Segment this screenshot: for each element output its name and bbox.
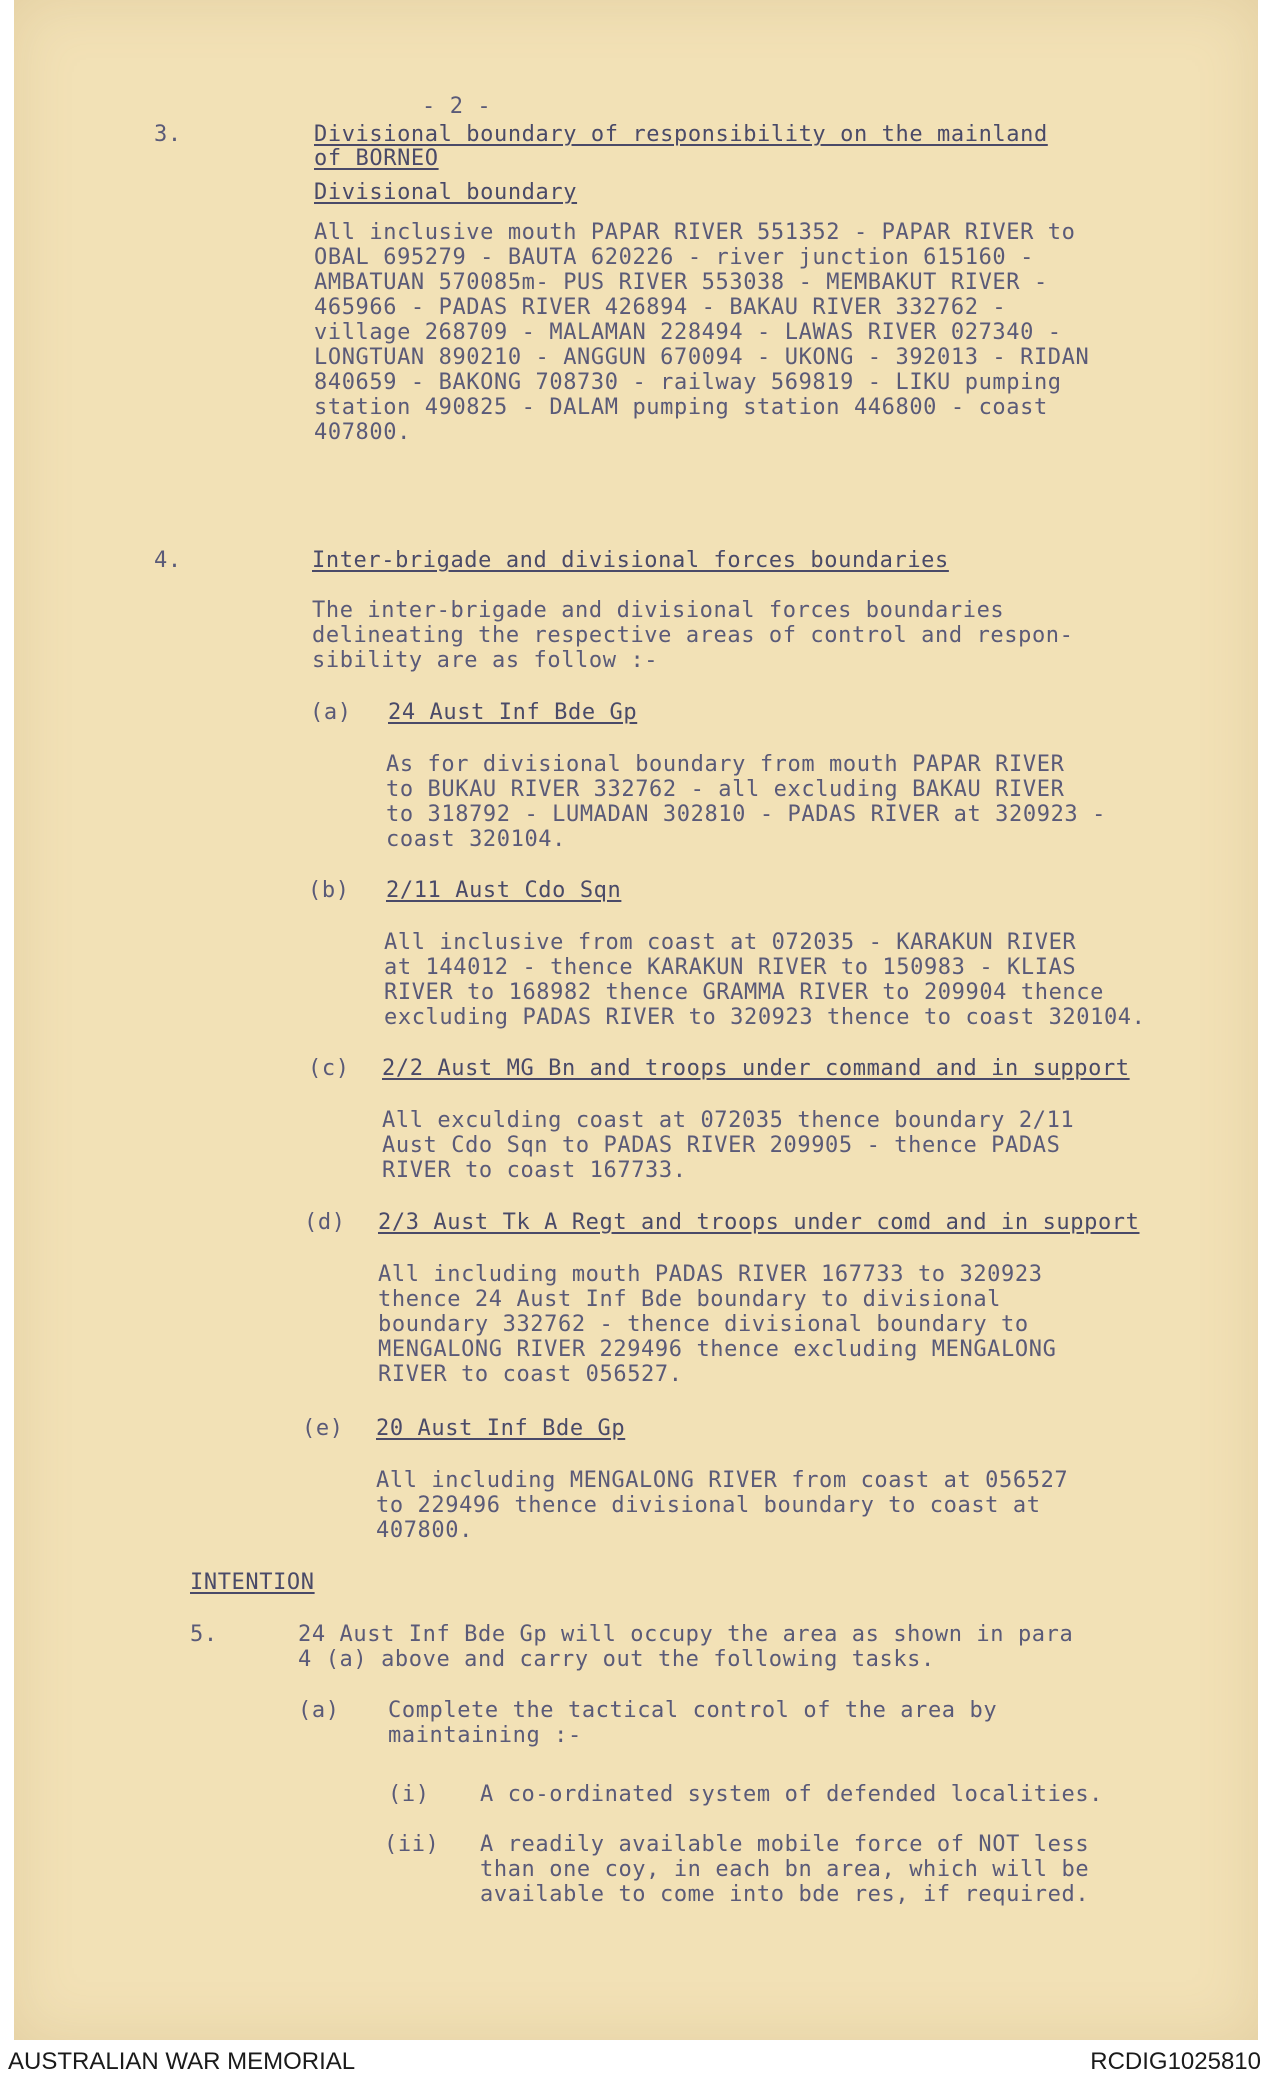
s5-ii-line: A readily available mobile force of NOT less [480,1832,1090,1857]
section-3-number: 3. [154,122,182,147]
s5-a-line: maintaining :- [388,1723,582,1748]
item-e-title: 20 Aust Inf Bde Gp [376,1416,626,1441]
item-b-line: excluding PADAS RIVER to 320923 thence to coast 320104. [384,1005,1146,1030]
section-3-heading-line1: Divisional boundary of responsibility on the mainland [314,122,1048,147]
intention-heading: INTENTION [190,1570,315,1595]
item-e-line: to 229496 thence divisional boundary to coast at [376,1493,1041,1518]
item-b-label: (b) [308,878,350,903]
s5-line: 4 (a) above and carry out the following tasks. [298,1647,935,1672]
s5-ii-line: than one coy, in each bn area, which will be [480,1857,1090,1882]
item-d-label: (d) [304,1210,346,1235]
s4-intro-line: The inter-brigade and divisional forces boundaries [312,598,1005,623]
item-c-label: (c) [308,1056,350,1081]
item-e-label: (e) [302,1416,344,1441]
item-a-line: As for divisional boundary from mouth PAPAR RIVER [386,752,1065,777]
item-a-line: to BUKAU RIVER 332762 - all excluding BAKAU RIVER [386,777,1065,802]
item-d-line: MENGALONG RIVER 229496 thence excluding MENGALONG [378,1337,1057,1362]
page-number: - 2 - [422,94,492,119]
s3-line: 465966 - PADAS RIVER 426894 - BAKAU RIVER 332762 - [314,295,1007,320]
item-b-line: RIVER to 168982 thence GRAMMA RIVER to 209904 thence [384,980,1104,1005]
archive-footer [0,2040,1275,2082]
section-4-heading: Inter-brigade and divisional forces boundaries [312,548,949,573]
item-d-line: thence 24 Aust Inf Bde boundary to divisional [378,1287,1002,1312]
s4-intro-line: delineating the respective areas of control and respon- [312,623,1074,648]
item-b-title: 2/11 Aust Cdo Sqn [386,878,622,903]
item-a-line: coast 320104. [386,827,566,852]
s5-i-text: A co-ordinated system of defended localities. [480,1782,1104,1807]
s3-line: OBAL 695279 - BAUTA 620226 - river junction 615160 - [314,245,1034,270]
s5-ii-line: available to come into bde res, if required. [480,1882,1090,1907]
s4-intro-line: sibility are as follow :- [312,648,659,673]
item-c-line: Aust Cdo Sqn to PADAS RIVER 209905 - thence PADAS [382,1133,1061,1158]
s3-line: LONGTUAN 890210 - ANGGUN 670094 - UKONG - 392013 - RIDAN [314,345,1090,370]
item-a-title: 24 Aust Inf Bde Gp [388,700,638,725]
s5-ii-label: (ii) [384,1832,440,1857]
item-c-title: 2/2 Aust MG Bn and troops under command and in support [382,1056,1130,1081]
section-3-heading-line2: of BORNEO [314,146,439,171]
s5-line: 24 Aust Inf Bde Gp will occupy the area as shown in para [298,1622,1074,1647]
item-d-line: boundary 332762 - thence divisional boundary to [378,1312,1029,1337]
s3-line: AMBATUAN 570085m- PUS RIVER 553038 - MEMBAKUT RIVER - [314,270,1048,295]
item-a-label: (a) [310,700,352,725]
item-d-title: 2/3 Aust Tk A Regt and troops under comd and in support [378,1210,1140,1235]
s3-line: All inclusive mouth PAPAR RIVER 551352 - PAPAR RIVER to [314,220,1076,245]
item-e-line: 407800. [376,1518,473,1543]
s3-line: 840659 - BAKONG 708730 - railway 569819 - LIKU pumping [314,370,1062,395]
s5-a-label: (a) [298,1698,340,1723]
footer-institution: AUSTRALIAN WAR MEMORIAL [8,2048,356,2075]
s5-i-label: (i) [388,1782,430,1807]
s3-line: 407800. [314,420,411,445]
document-page [14,0,1258,2040]
item-b-line: All inclusive from coast at 072035 - KARAKUN RIVER [384,930,1077,955]
s5-a-line: Complete the tactical control of the area by [388,1698,998,1723]
item-c-line: RIVER to coast 167733. [382,1158,687,1183]
item-b-line: at 144012 - thence KARAKUN RIVER to 150983 - KLIAS [384,955,1077,980]
item-e-line: All including MENGALONG RIVER from coast at 056527 [376,1468,1069,1493]
section-3-subheading: Divisional boundary [314,180,578,205]
item-c-line: All exculding coast at 072035 thence boundary 2/11 [382,1108,1075,1133]
item-a-line: to 318792 - LUMADAN 302810 - PADAS RIVER at 320923 - [386,802,1106,827]
item-d-line: RIVER to coast 056527. [378,1362,683,1387]
footer-record-id: RCDIG1025810 [1090,2048,1261,2075]
item-d-line: All including mouth PADAS RIVER 167733 to 320923 [378,1262,1043,1287]
section-5-number: 5. [190,1622,218,1647]
section-4-number: 4. [154,548,182,573]
s3-line: village 268709 - MALAMAN 228494 - LAWAS RIVER 027340 - [314,320,1062,345]
s3-line: station 490825 - DALAM pumping station 446800 - coast [314,395,1048,420]
